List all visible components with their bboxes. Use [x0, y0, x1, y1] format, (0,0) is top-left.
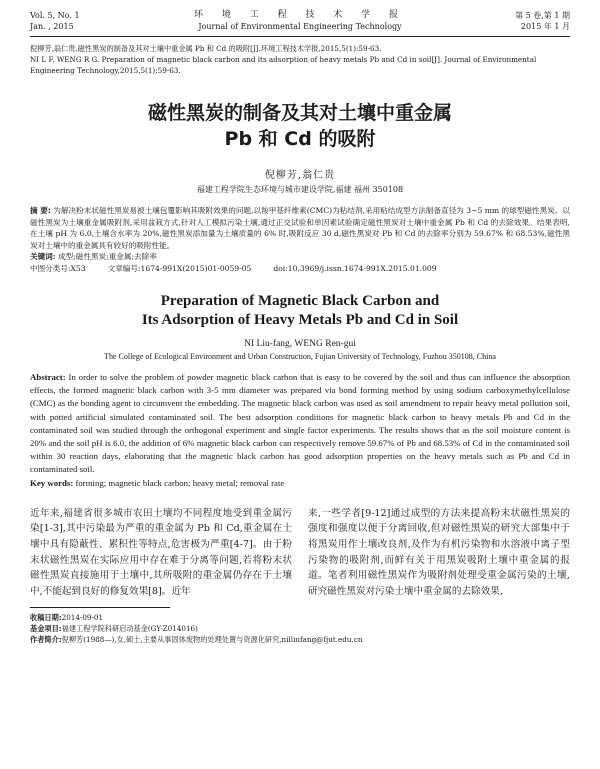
- footnotes: [30, 612, 570, 645]
- paper-page: [30, 10, 570, 645]
- body-columns: [30, 506, 570, 600]
- issue-cn: 第 5 卷,第 1 期: [515, 11, 570, 20]
- abstract-en: [30, 371, 570, 477]
- abstract-en-label: Abstract:: [30, 372, 66, 382]
- journal-name-en: Journal of Environmental Engineering Technology: [198, 22, 402, 31]
- body-paragraph-right: 来,一些学者[9-12]通过成型的方法来提高粉末状磁性黑炭的强度和强度以便于分离回收,但对磁性黑炭的研究大部集中于将黑炭用作土壤改良剂,及作为有机污染物和水溶液中离子型污染物的吸附剂,而鲜有关于用黑炭吸附土壤中重金属的报道。笔者利用磁性黑炭作为吸附剂处理受重金属污染的土壤,研究磁性黑炭对污染土壤中重金属的去除效果,: [308, 507, 570, 597]
- doi: doi:10.3969/j.issn.1674-991X.2015.01.009: [273, 263, 437, 273]
- title-en-line1: Preparation of Magnetic Black Carbon and: [160, 293, 440, 309]
- abstract-cn-text: 为解决粉末状磁性黑炭易被土壤包覆影响其吸附效果的问题,以羧甲基纤维素(CMC)为粘结剂,采用粘结成型方法制备直径为 3~5 mm 的球型磁性黑炭。以磁性黑炭为土壤重金属吸附剂,采用盆栽方式,针对人工模拟污染土壤,通过正交试验和单因素试验确定磁性黑炭对土壤中重金属 Pb 和 Cd 的去除效果。结果表明,在土壤 pH 为 6.0,土壤含水率为 20%,磁性黑炭添加量为土壤质量的 6% 时,吸附反应 30 d,磁性黑炭对 Pb 和 Cd 的去除率分别为 59.67% 和 68.53%,磁性黑炭对土壤中的重金属具有较好的吸附性能。: [30, 206, 570, 250]
- keywords-en-text: forming; magnetic black carbon; heavy metal; removal rate: [75, 477, 285, 488]
- body-paragraph-left: 近年来,福建省很多城市农田土壤均不同程度地受到重金属污染[1-3],其中污染最为严重的重金属为 Pb 和 Cd,重金属在土壤中具有隐蔽性、累积性等特点,危害极为严重[4-7]。由于粉末状磁性黑炭在实际应用中存在难于分离等问题,若将粉末状磁性黑炭直接施用于土壤中,其所吸附的重金属仍存在于土壤中,不能起到良好的修复效果[8]。近年: [30, 507, 292, 597]
- affiliation-en: The College of Ecological Environment and Urban Construction, Fujian University of Technology, Fuzhou 350108, China: [104, 352, 496, 361]
- footnote-text: 2014-09-01: [61, 613, 104, 623]
- authors-en: NI Liu-fang, WENG Ren-gui: [244, 339, 356, 349]
- footnote-text: 福建工程学院科研启动基金(GY-Z014016): [61, 624, 198, 634]
- title-cn-line1: 磁性黑炭的制备及其对土壤中重金属: [147, 102, 452, 124]
- keywords-cn-label: 关键词:: [30, 252, 56, 261]
- citation-en: NI L F, WENG R G. Preparation of magnetic black carbon and its adsorption of heavy metals Pb and Cd in soil[J]. Journal of Environmental Engineering Technology,2015,5(1):59-63.: [30, 55, 537, 75]
- abstract-cn-label: 摘 要:: [30, 206, 51, 215]
- footnote-text: 倪柳芳(1988—),女,硕士,主要从事固体废物的处理处置与资源化研究,nilliufang@fjut.edu.cn: [61, 635, 363, 645]
- date-cn: 2015 年 1 月: [520, 22, 570, 31]
- footnote-received: [30, 612, 570, 623]
- keywords-cn-text: 成型;磁性黑炭;重金属;去除率: [58, 252, 157, 261]
- clc-number: 中图分类号:X53: [30, 263, 86, 273]
- title-en-line2: Its Adsorption of Heavy Metals Pb and Cd in Soil: [141, 312, 459, 328]
- running-header: [30, 10, 570, 32]
- document-code: 文章编号:1674-991X(2015)01-0059-05: [107, 263, 252, 273]
- title-cn: [30, 100, 570, 152]
- affiliation-cn: 福建工程学院生态环境与城市建设学院,福建 福州 350108: [196, 185, 404, 194]
- body-column-right: [308, 506, 570, 600]
- header-right: [460, 10, 570, 32]
- keywords-en: [30, 477, 570, 490]
- classification-line: [30, 263, 570, 275]
- header-left: [30, 10, 140, 32]
- abstract-cn: [30, 205, 570, 251]
- footnote-label: 作者简介:: [30, 635, 62, 645]
- keywords-cn: [30, 251, 570, 263]
- date-en: Jan. , 2015: [30, 22, 74, 31]
- body-column-left: [30, 506, 292, 600]
- abstract-en-text: In order to solve the problem of powder magnetic black carbon that is easy to be covered by the soil and thus can influence the absorption effects, the formed magnetic black carbon with 3-5 mm diameter was prepared via bond forming method by using sodium carboxymethylcellulose (CMC) as the bonding agent to circumvent the embedding. The magnetic black carbon was used as soil amendment to repair heavy metal pollution soil, with potted artificial simulated contaminated soil. The best adsorption conditions for magnetic black carbon to heavy metals Pb and Cd in the contaminated soil was studied through the orthogonal experiment and single factor experiments. The results shows that as the soil moisture content is 20% and the soil pH is 6.0, the addition of 6% magnetic black carbon can respectively remove 59.67% of Pb and 68.53% of Cd in the contaminated soil within 30 reaction days, elaborating that the magnetic black carbon has good adsorption properties on the heavy metals such as Pb and Cd in contaminated soil.: [30, 372, 570, 475]
- footnote-author-bio: [30, 634, 570, 645]
- volume-label: Vol. 5, No. 1: [30, 11, 80, 20]
- journal-name-cn: 环 境 工 程 技 术 学 报: [193, 10, 407, 20]
- footnote-label: 收稿日期:: [30, 613, 62, 623]
- keywords-en-label: Key words:: [30, 477, 74, 488]
- footnote-label: 基金项目:: [30, 624, 62, 634]
- header-center: [140, 10, 460, 32]
- title-cn-line2: Pb 和 Cd 的吸附: [224, 128, 376, 150]
- authors-cn: 倪柳芳,翁仁贵: [264, 170, 336, 181]
- title-en: [30, 292, 570, 330]
- citation-cn: 倪柳芳,翁仁贵.磁性黑炭的制备及其对土壤中重金属 Pb 和 Cd 的吸附[J].环境工程技术学报,2015,5(1):59-63.: [30, 44, 382, 53]
- citation-block: [30, 43, 570, 76]
- footnote-rule: [30, 607, 170, 608]
- header-rule: [30, 36, 570, 37]
- footnote-funding: [30, 623, 570, 634]
